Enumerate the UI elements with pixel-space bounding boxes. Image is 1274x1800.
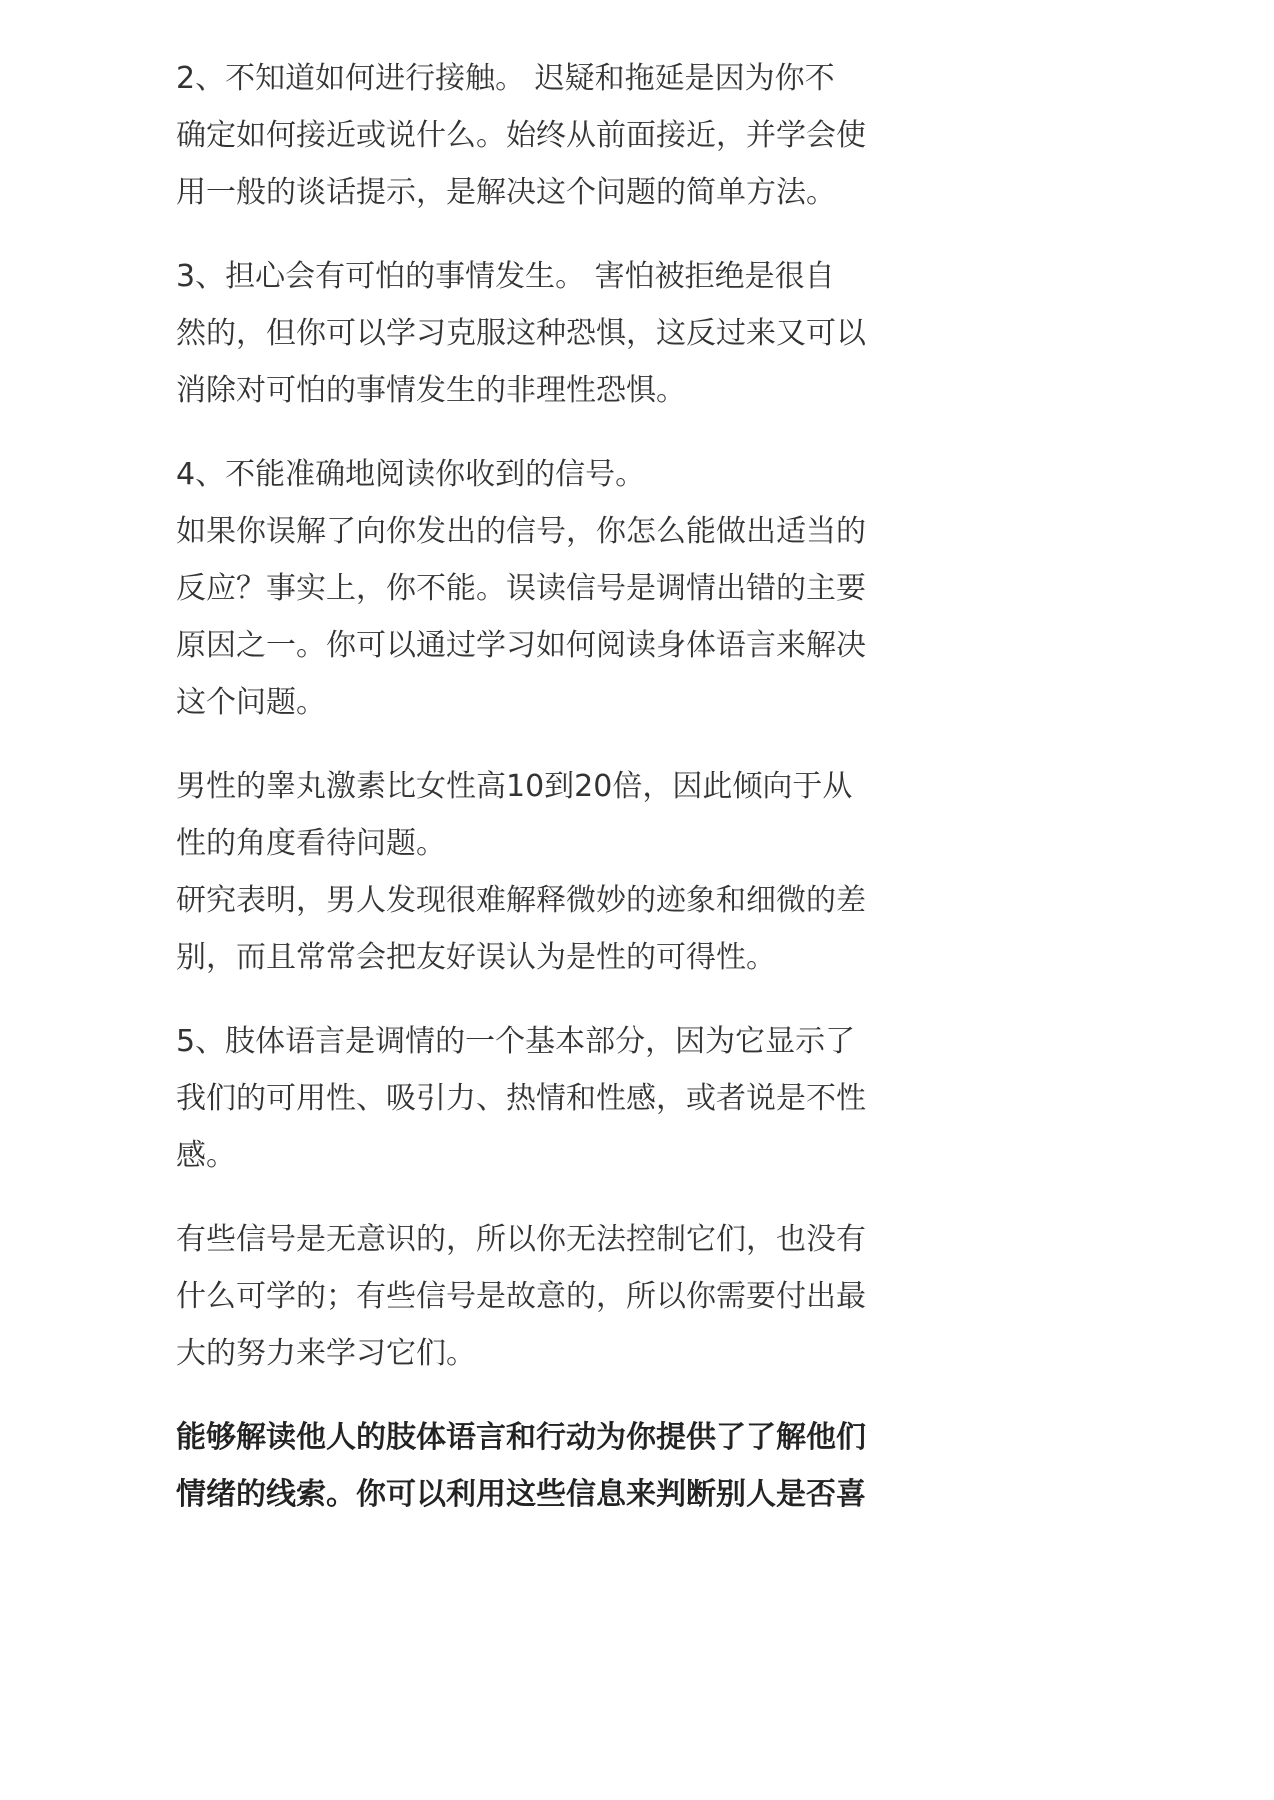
paragraph-approach <box>176 50 946 221</box>
paragraph-fear <box>176 248 946 419</box>
paragraph-unconscious-signals <box>176 1211 946 1382</box>
text-line: 4、不能准确地阅读你收到的信号。 <box>176 457 646 492</box>
text-line: 消除对可怕的事情发生的非理性恐惧。 <box>176 373 686 408</box>
text-line: 然的，但你可以学习克服这种恐惧，这反过来又可以 <box>176 316 866 351</box>
text-line: 能够解读他人的肢体语言和行动为你提供了了解他们 <box>176 1420 866 1455</box>
text-line: 性的角度看待问题。 <box>176 826 446 861</box>
article-body <box>176 50 946 1550</box>
text-line: 3、担心会有可怕的事情发生。 害怕被拒绝是很自 <box>176 259 835 294</box>
text-line: 男性的睾丸激素比女性高10到20倍，因此倾向于从 <box>176 769 853 804</box>
text-line: 什么可学的；有些信号是故意的，所以你需要付出最 <box>176 1279 866 1314</box>
text-line: 5、肢体语言是调情的一个基本部分，因为它显示了 <box>176 1024 856 1059</box>
text-line: 有些信号是无意识的，所以你无法控制它们，也没有 <box>176 1222 866 1257</box>
text-line: 用一般的谈话提示，是解决这个问题的简单方法。 <box>176 175 836 210</box>
paragraph-testosterone <box>176 758 946 986</box>
text-line: 确定如何接近或说什么。始终从前面接近，并学会使 <box>176 118 866 153</box>
text-line: 情绪的线索。你可以利用这些信息来判断别人是否喜 <box>176 1477 866 1512</box>
text-line: 原因之一。你可以通过学习如何阅读身体语言来解决 <box>176 628 866 663</box>
text-line: 2、不知道如何进行接触。 迟疑和拖延是因为你不 <box>176 61 835 96</box>
text-line: 研究表明，男人发现很难解释微妙的迹象和细微的差 <box>176 883 866 918</box>
text-line: 别，而且常常会把友好误认为是性的可得性。 <box>176 940 776 975</box>
paragraph-body-language <box>176 1013 946 1184</box>
text-line: 大的努力来学习它们。 <box>176 1336 476 1371</box>
text-line: 感。 <box>176 1138 236 1173</box>
text-line: 如果你误解了向你发出的信号，你怎么能做出适当的 <box>176 514 866 549</box>
text-line: 这个问题。 <box>176 685 326 720</box>
paragraph-signals <box>176 446 946 731</box>
text-line: 反应？事实上，你不能。误读信号是调情出错的主要 <box>176 571 866 606</box>
text-line: 我们的可用性、吸引力、热情和性感，或者说是不性 <box>176 1081 866 1116</box>
paragraph-highlight <box>176 1409 946 1523</box>
